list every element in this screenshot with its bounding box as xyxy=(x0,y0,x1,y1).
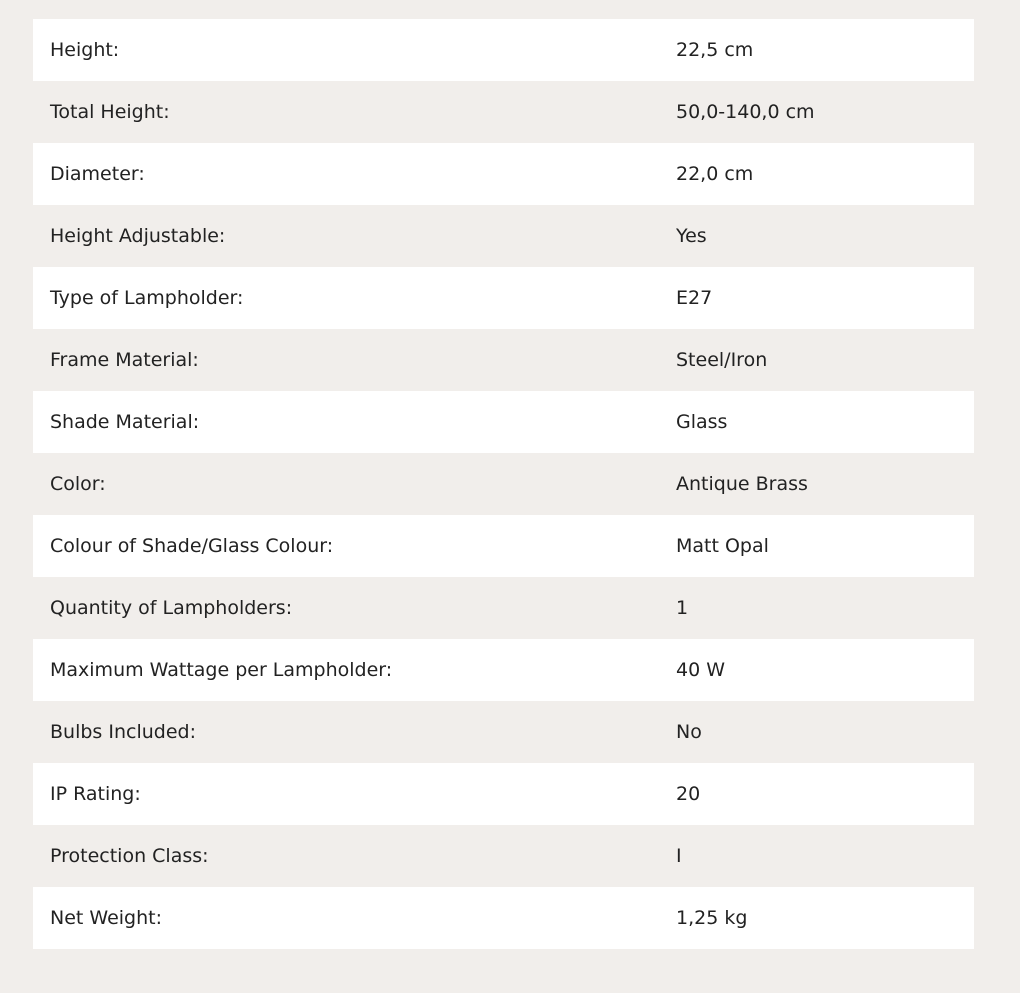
spec-value: 22,0 cm xyxy=(676,162,754,185)
spec-label: Frame Material: xyxy=(50,348,199,371)
spec-label: Quantity of Lampholders: xyxy=(50,596,293,619)
spec-value: 1,25 kg xyxy=(676,906,748,929)
specifications-table xyxy=(33,19,974,949)
spec-value: 50,0-140,0 cm xyxy=(676,100,815,123)
spec-row-protection-class xyxy=(33,825,974,887)
spec-value: 20 xyxy=(676,782,701,805)
spec-row-net-weight xyxy=(33,887,974,949)
spec-label: Protection Class: xyxy=(50,844,209,867)
spec-value: Antique Brass xyxy=(676,472,808,495)
spec-row-bulbs-included xyxy=(33,701,974,763)
spec-label: Total Height: xyxy=(50,100,170,123)
spec-label: Net Weight: xyxy=(50,906,162,929)
spec-value: E27 xyxy=(676,286,713,309)
spec-value: I xyxy=(676,844,682,867)
spec-value: No xyxy=(676,720,702,743)
spec-row-frame-material xyxy=(33,329,974,391)
spec-label: IP Rating: xyxy=(50,782,141,805)
spec-row-ip-rating xyxy=(33,763,974,825)
spec-value: Glass xyxy=(676,410,728,433)
spec-row-height xyxy=(33,19,974,81)
spec-label: Height: xyxy=(50,38,120,61)
spec-row-total-height xyxy=(33,81,974,143)
spec-label: Diameter: xyxy=(50,162,145,185)
spec-row-lampholder-quantity xyxy=(33,577,974,639)
spec-row-lampholder-type xyxy=(33,267,974,329)
spec-row-color xyxy=(33,453,974,515)
spec-label: Maximum Wattage per Lampholder: xyxy=(50,658,393,681)
spec-value: Yes xyxy=(676,224,707,247)
spec-value: 22,5 cm xyxy=(676,38,754,61)
spec-row-maximum-wattage xyxy=(33,639,974,701)
spec-label: Shade Material: xyxy=(50,410,200,433)
spec-label: Height Adjustable: xyxy=(50,224,226,247)
spec-label: Colour of Shade/Glass Colour: xyxy=(50,534,334,557)
spec-row-shade-material xyxy=(33,391,974,453)
spec-label: Color: xyxy=(50,472,106,495)
spec-label: Type of Lampholder: xyxy=(50,286,244,309)
spec-label: Bulbs Included: xyxy=(50,720,196,743)
spec-value: 1 xyxy=(676,596,689,619)
spec-row-height-adjustable xyxy=(33,205,974,267)
spec-value: Steel/Iron xyxy=(676,348,768,371)
spec-row-diameter xyxy=(33,143,974,205)
spec-row-shade-colour xyxy=(33,515,974,577)
spec-value: 40 W xyxy=(676,658,726,681)
spec-value: Matt Opal xyxy=(676,534,769,557)
